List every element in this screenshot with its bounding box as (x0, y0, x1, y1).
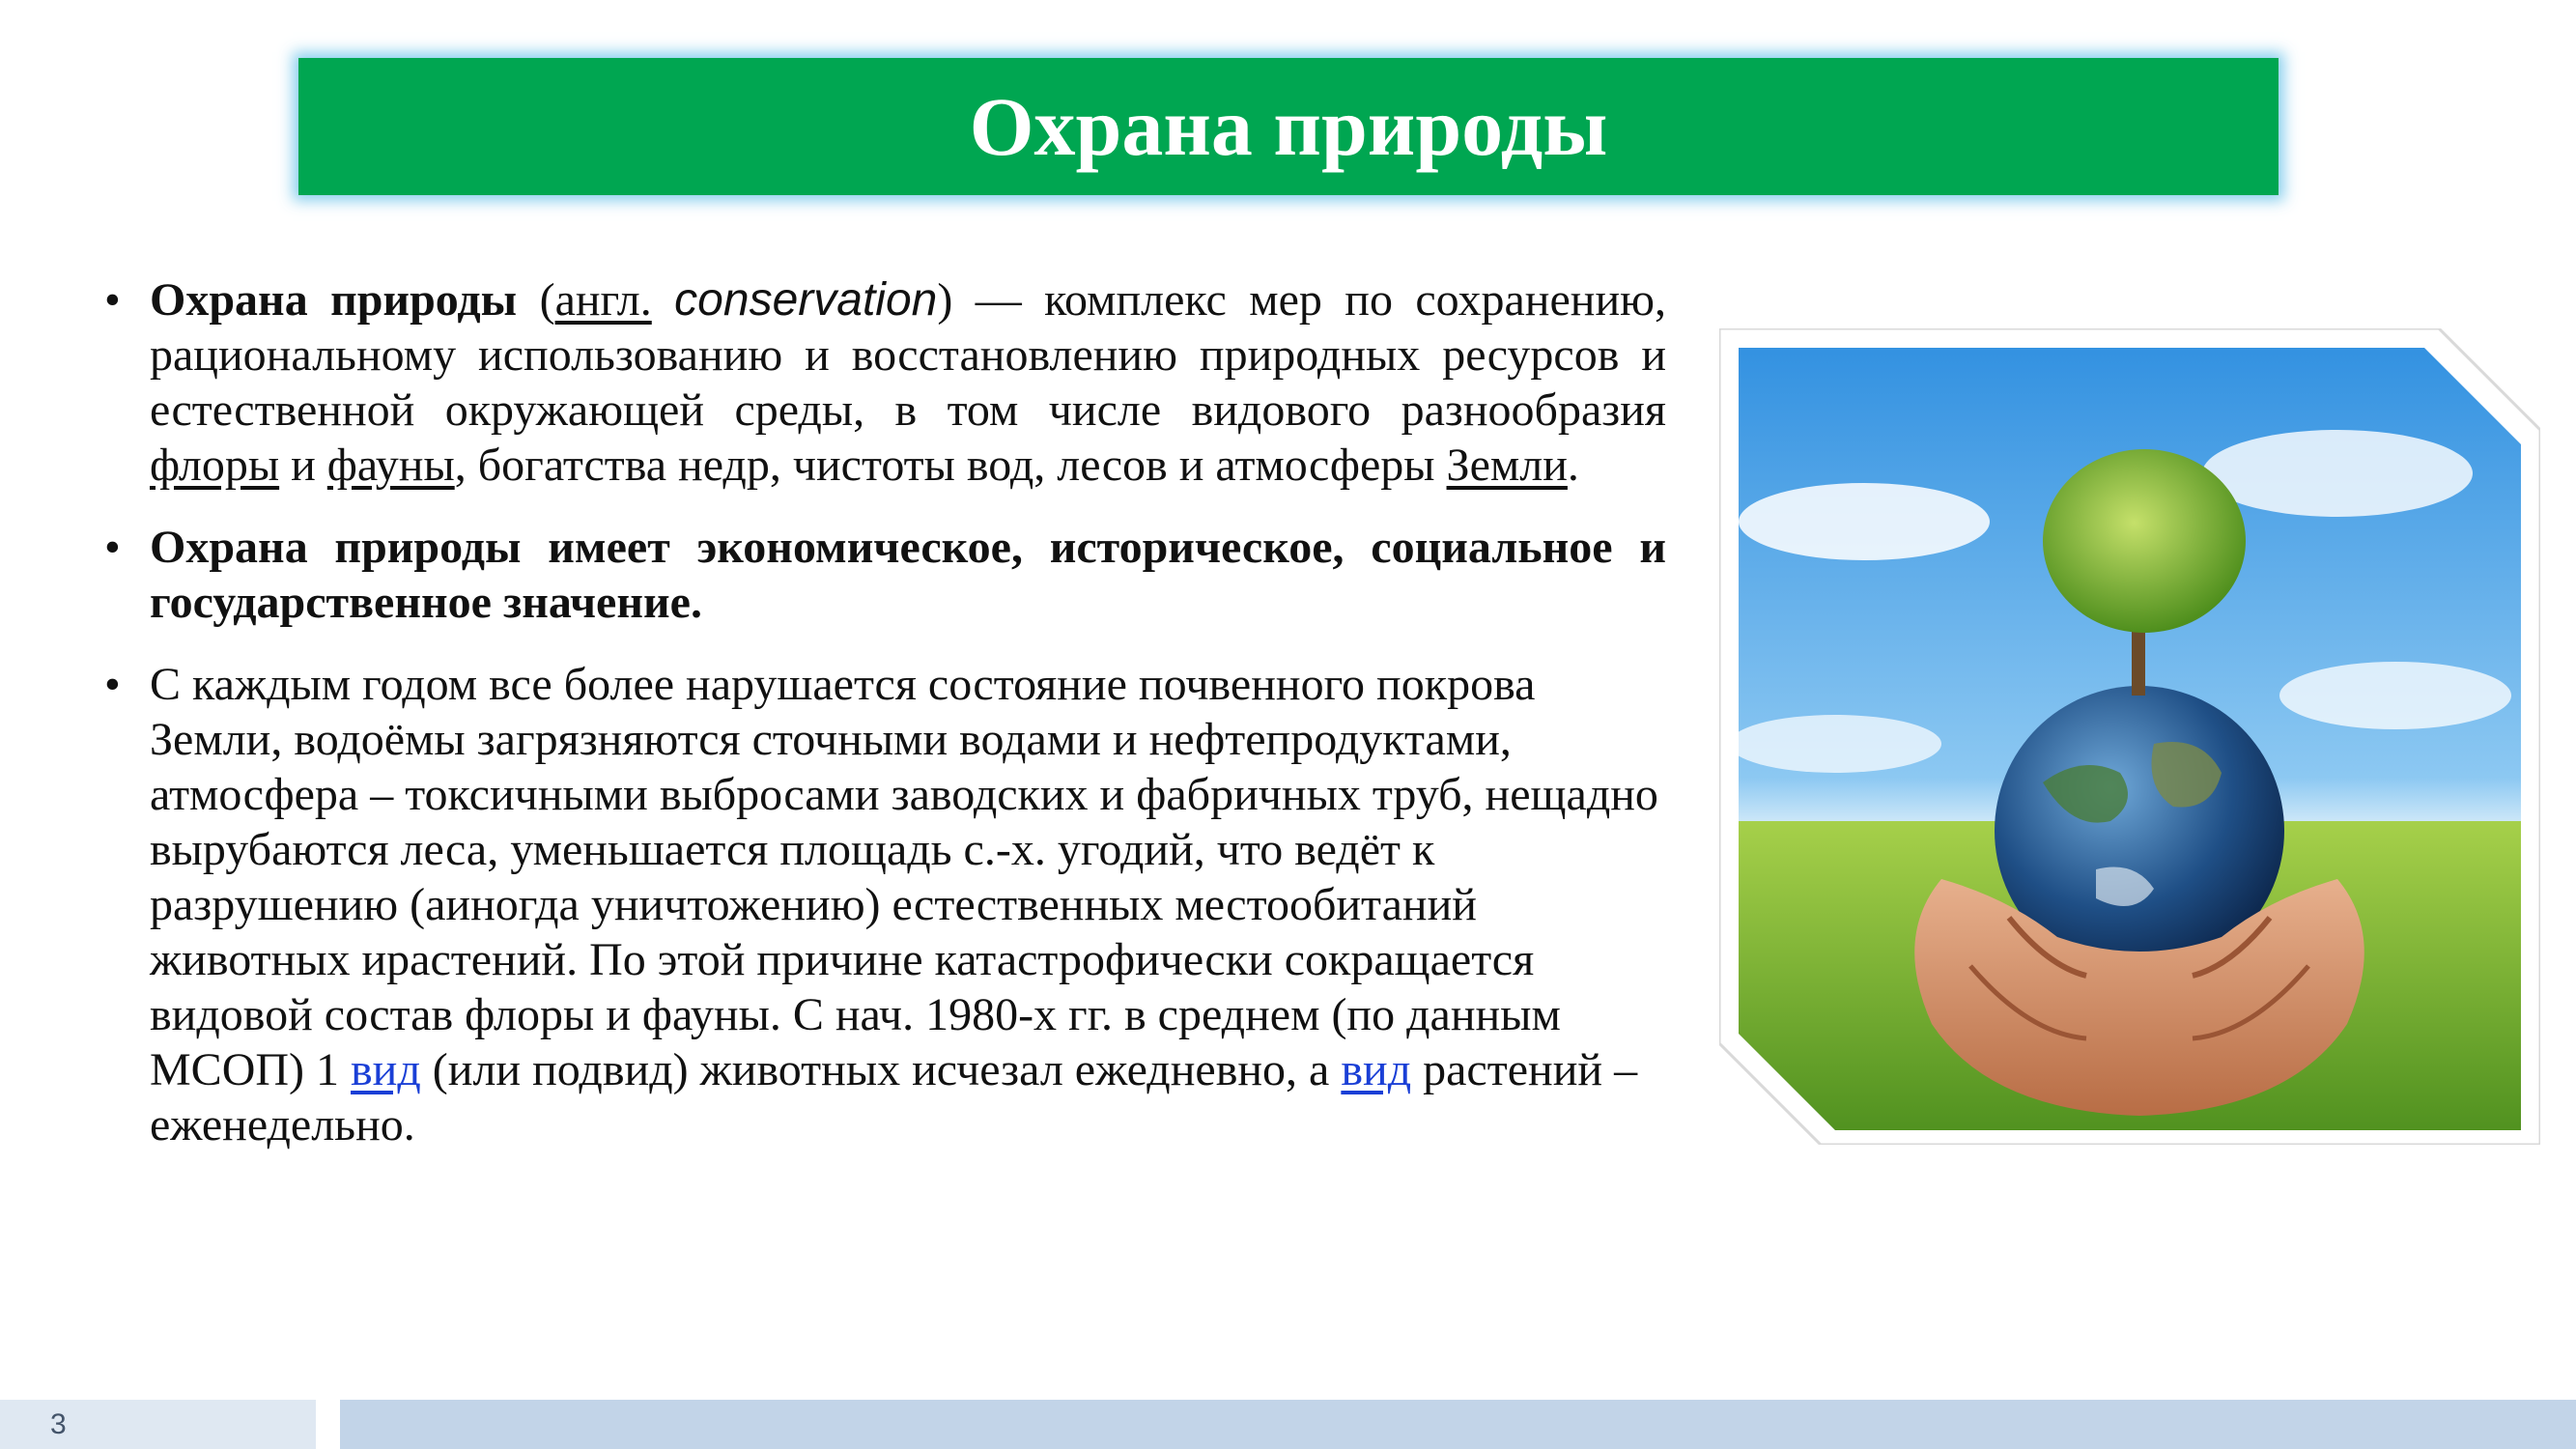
link-flora[interactable]: флоры (150, 440, 280, 491)
bullet1-bold: Охрана природы (150, 274, 518, 326)
globe-in-hands-photo (1719, 328, 2540, 1145)
link-angl[interactable]: англ. (554, 274, 652, 326)
footer-bar (340, 1400, 2576, 1449)
link-fauna[interactable]: фауны (326, 440, 455, 491)
page-number: 3 (50, 1408, 67, 1440)
bullet-list (97, 272, 1666, 1179)
globe-in-hands-icon (1719, 328, 2540, 1145)
title-bar (298, 58, 2279, 195)
slide-title: Охрана природы (969, 80, 1608, 173)
bullet-significance (97, 520, 1666, 630)
link-vid-2[interactable]: вид (1341, 1044, 1412, 1095)
term-conservation: conservation (674, 274, 938, 326)
bullet-definition: • Охрана природы (англ. conservation) — комплекс мер по сохранению, рациональному использованию и восстановлению природных ресурсов и естественной окружающей среды, в том числе видового разнообразия флоры и фауны, богатства недр, чистоты вод, лесов и атмосферы Земли. (97, 272, 1666, 493)
bullet2-bold: Охрана природы имеет экономическое, историческое, социальное и государственное значение. (150, 522, 1666, 628)
footer-number-panel (0, 1400, 316, 1449)
link-earth[interactable]: Земли (1446, 440, 1568, 491)
bullet-degradation: • С каждым годом все более нарушается состояние почвенного покрова Земли, водоёмы загрязняются сточными водами и нефтепродуктами, атмосфера – токсичными выбросами заводских и фабричных труб, нещадно вырубаются леса, уменьшается площадь с.-х. угодий, что ведёт к разрушению (аиногда уничтожению) естественных местообитаний животных ирастений. По этой причине катастрофически сокращается видовой состав флоры и фауны. С нач. 1980-х гг. в среднем (по данным МСОП) 1 вид (или подвид) животных исчезал ежедневно, а вид растений – еженедельно. (97, 657, 1666, 1152)
link-vid-1[interactable]: вид (351, 1044, 421, 1095)
